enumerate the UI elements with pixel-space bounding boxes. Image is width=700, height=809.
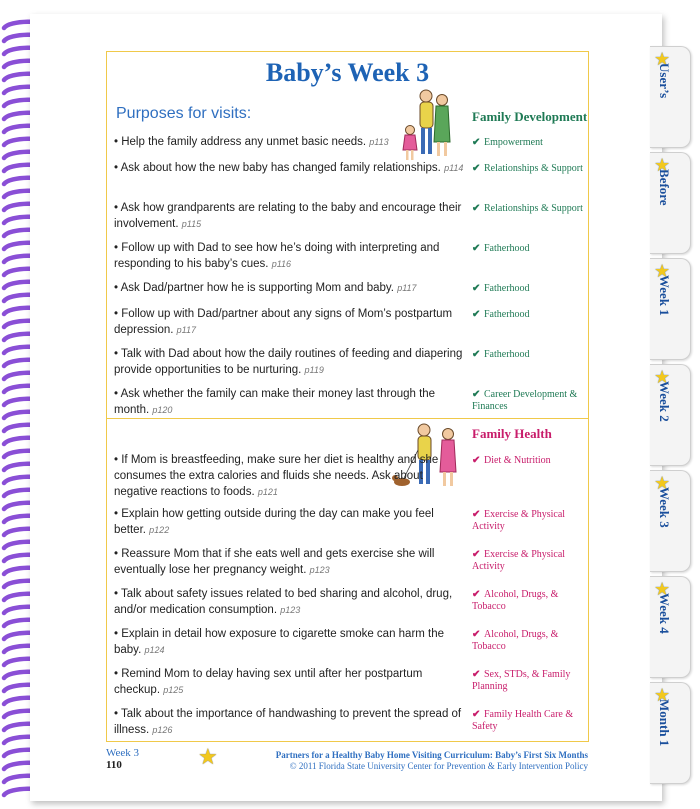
item-text: Ask whether the family can make their money last through the month.	[114, 388, 436, 416]
star-icon: ★	[654, 367, 671, 387]
footer-left	[106, 747, 139, 771]
list-item	[114, 200, 466, 232]
list-item	[114, 240, 466, 272]
topic-tag	[472, 203, 587, 215]
item-text: Help the family address any unmet basic needs.	[121, 136, 367, 148]
bullet: •	[114, 628, 122, 640]
topic-tag	[472, 549, 587, 573]
checkmark-icon: ✔	[472, 629, 481, 640]
tab-week-2[interactable]	[650, 364, 691, 466]
tab-month-1[interactable]	[650, 682, 691, 784]
topic-tag	[472, 243, 587, 255]
topic-tag	[472, 629, 587, 653]
topic-tag-label: Relationships & Support	[484, 163, 583, 174]
section-tabs	[650, 26, 694, 786]
topic-tag-label: Fatherhood	[484, 283, 530, 294]
checkmark-icon: ✔	[472, 137, 481, 148]
item-text: Talk about safety issues related to bed sharing and alcohol, drug, and/or medication consumption.	[114, 588, 453, 616]
page-reference: p115	[181, 219, 202, 229]
family-development-heading: Family Development	[472, 109, 588, 124]
item-text: Explain how getting outside during the day can make you feel better.	[114, 508, 434, 536]
purposes-heading: Purposes for visits:	[116, 105, 252, 122]
tab-label: Month 1	[657, 699, 672, 747]
footer-right	[236, 750, 588, 772]
checkmark-icon: ✔	[472, 203, 481, 214]
bullet: •	[114, 388, 121, 400]
bullet: •	[114, 242, 122, 254]
item-text: Follow up with Dad/partner about any signs of Mom’s postpartum depression.	[114, 308, 453, 336]
topic-tag-label: Fatherhood	[484, 349, 530, 360]
footer-page-number: 110	[106, 759, 122, 771]
topic-tag-label: Diet & Nutrition	[484, 455, 551, 466]
list-item	[114, 586, 466, 618]
tab-week-4[interactable]	[650, 576, 691, 678]
bullet: •	[114, 348, 122, 360]
bullet: •	[114, 508, 122, 520]
checkmark-icon: ✔	[472, 349, 481, 360]
tab-label: Week 1	[657, 275, 672, 316]
star-icon: ★	[654, 473, 671, 493]
page-reference: p117	[397, 283, 417, 293]
page-reference: p122	[149, 525, 170, 535]
tab-label: Week 3	[657, 487, 672, 528]
topic-tag	[472, 163, 587, 175]
topic-tag	[472, 137, 587, 149]
topic-tag	[472, 455, 587, 467]
topic-tag	[472, 669, 587, 693]
page-reference: p121	[257, 487, 278, 497]
family-illustration	[400, 86, 470, 166]
checkmark-icon: ✔	[472, 455, 481, 466]
topic-tag-label: Exercise & Physical Activity	[472, 549, 566, 572]
item-text: Talk about the importance of handwashing to prevent the spread of illness.	[114, 708, 462, 736]
list-item	[114, 546, 466, 578]
tab-week-3[interactable]	[650, 470, 691, 572]
tab-user-s[interactable]	[650, 46, 691, 148]
item-text: Explain in detail how exposure to cigarette smoke can harm the baby.	[114, 628, 445, 656]
star-icon: ★	[654, 155, 671, 175]
topic-tag	[472, 283, 587, 295]
tab-label: Before	[657, 169, 672, 206]
page-reference: p119	[304, 365, 324, 375]
checkmark-icon: ✔	[472, 709, 481, 720]
list-item	[114, 666, 466, 698]
page-reference: p116	[271, 259, 292, 269]
bullet: •	[114, 162, 121, 174]
item-text: Ask about how the new baby has changed family relationships.	[120, 162, 441, 174]
item-text: If Mom is breastfeeding, make sure her diet is healthy and she consumes the extra calories and fluids she needs. Ask about negative reactions to foods.	[114, 454, 439, 498]
list-item	[114, 706, 466, 738]
topic-tag	[472, 389, 587, 413]
topic-tag-label: Relationships & Support	[484, 203, 583, 214]
family-health-heading: Family Health	[472, 426, 552, 441]
tab-label: Week 2	[657, 381, 672, 422]
star-icon: ★	[654, 579, 671, 599]
page-reference: p126	[152, 725, 173, 735]
tab-before[interactable]	[650, 152, 691, 254]
topic-tag-label: Career Development & Finances	[472, 389, 578, 412]
bullet: •	[114, 136, 122, 148]
item-text: Reassure Mom that if she eats well and gets exercise she will eventually lose her pregnancy weight.	[114, 548, 435, 576]
checkmark-icon: ✔	[472, 509, 481, 520]
tab-week-1[interactable]	[650, 258, 691, 360]
topic-tag-label: Sex, STDs, & Family Planning	[472, 669, 571, 692]
bullet: •	[114, 588, 122, 600]
item-text: Remind Mom to delay having sex until after her postpartum checkup.	[114, 668, 423, 696]
bullet: •	[114, 548, 122, 560]
page-reference: p124	[144, 645, 165, 655]
list-item	[114, 452, 466, 500]
star-icon: ★	[198, 744, 218, 769]
topic-tag-label: Alcohol, Drugs, & Tobacco	[472, 589, 559, 612]
list-item	[114, 386, 466, 418]
star-icon: ★	[654, 49, 671, 69]
page-reference: p123	[309, 565, 330, 575]
topic-tag	[472, 349, 587, 361]
checkmark-icon: ✔	[472, 669, 481, 680]
list-item	[114, 626, 466, 658]
footer-line1: Partners for a Healthy Baby Home Visiting Curriculum: Baby’s First Six Months	[275, 750, 588, 760]
page-reference: p120	[152, 405, 173, 415]
topic-tag	[472, 509, 587, 533]
topic-tag	[472, 589, 587, 613]
list-item	[114, 506, 466, 538]
item-text: Ask Dad/partner how he is supporting Mom and baby.	[120, 282, 394, 294]
checkmark-icon: ✔	[472, 283, 481, 294]
page-reference: p117	[176, 325, 197, 335]
list-item	[114, 160, 466, 176]
list-item	[114, 134, 466, 150]
tab-label: User’s	[657, 63, 672, 99]
bullet: •	[114, 308, 122, 320]
page-reference: p114	[444, 163, 464, 173]
footer-week: Week 3	[106, 747, 140, 759]
checkmark-icon: ✔	[472, 589, 481, 600]
topic-tag-label: Family Health Care & Safety	[472, 709, 574, 732]
bullet: •	[114, 282, 121, 294]
section-divider	[106, 418, 589, 419]
list-item	[114, 280, 466, 296]
tab-label: Week 4	[657, 593, 672, 634]
item-text: Ask how grandparents are relating to the baby and encourage their involvement.	[114, 202, 462, 230]
bullet: •	[114, 454, 122, 466]
checkmark-icon: ✔	[472, 549, 481, 560]
page-reference: p113	[369, 137, 389, 147]
checkmark-icon: ✔	[472, 309, 481, 320]
topic-tag	[472, 709, 587, 733]
list-item	[114, 306, 466, 338]
checkmark-icon: ✔	[472, 163, 481, 174]
bullet: •	[114, 668, 122, 680]
topic-tag	[472, 309, 587, 321]
star-icon: ★	[654, 261, 671, 281]
footer-line2: © 2011 Florida State University Center for Prevention & Early Intervention Policy	[289, 761, 588, 771]
topic-tag-label: Empowerment	[484, 137, 543, 148]
list-item	[114, 346, 466, 378]
page-reference: p125	[163, 685, 184, 695]
star-icon: ★	[654, 685, 671, 705]
topic-tag-label: Fatherhood	[484, 243, 530, 254]
item-text: Follow up with Dad to see how he’s doing with interpreting and responding to his baby’s cues.	[114, 242, 440, 270]
topic-tag-label: Alcohol, Drugs, & Tobacco	[472, 629, 559, 652]
bullet: •	[114, 708, 122, 720]
item-text: Talk with Dad about how the daily routines of feeding and diapering provide opportunities to be nurturing.	[114, 348, 463, 376]
page-title: Baby’s Week 3	[265, 58, 430, 87]
topic-tag-label: Exercise & Physical Activity	[472, 509, 566, 532]
checkmark-icon: ✔	[472, 243, 481, 254]
page-reference: p123	[280, 605, 301, 615]
bullet: •	[114, 202, 121, 214]
topic-tag-label: Fatherhood	[484, 309, 530, 320]
checkmark-icon: ✔	[472, 389, 481, 400]
